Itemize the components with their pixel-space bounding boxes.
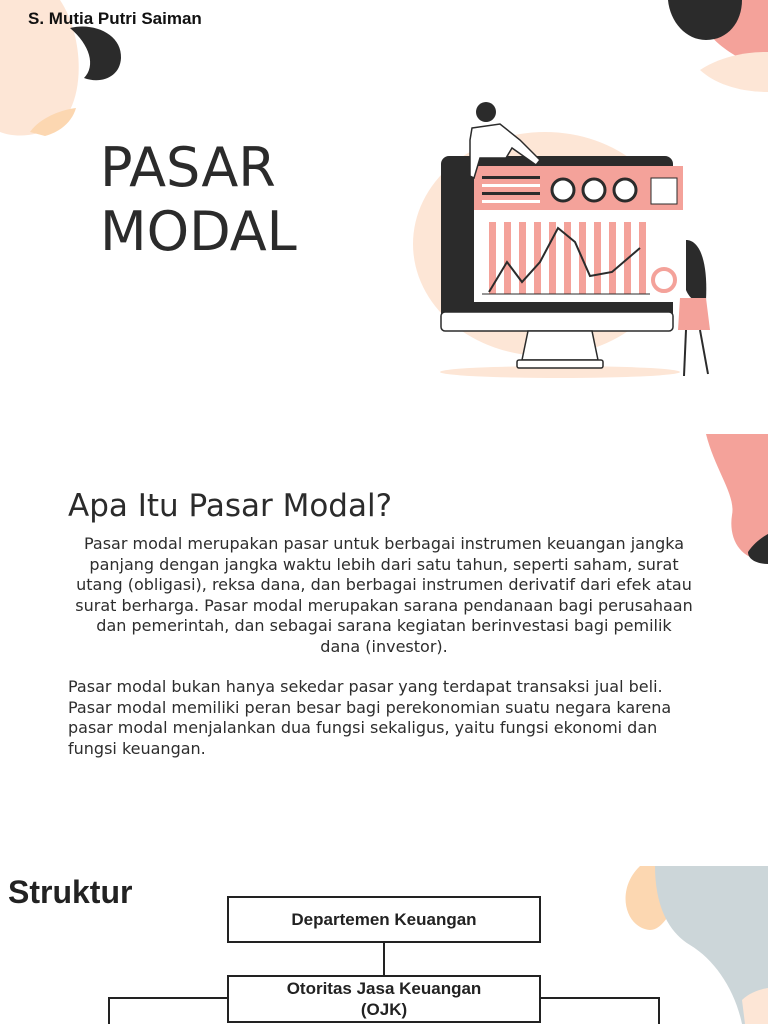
paragraph-definition: Pasar modal merupakan pasar untuk berbagai instrumen keuangan jangka panjang dengan jangka waktu lebih dari satu tahun, seperti saham, surat utang (obligasi), reksa dana, dan berbagai instrumen derivatif dari efek atau surat berharga. Pasar modal merupakan sarana pendanaan bagi perusahaan dan pemerintah, dan sebagai sarana kegiatan berinvestasi bagi pemilik dana (investor). [75,534,693,656]
org-box-label-line1: Otoritas Jasa Keuangan [286,979,482,998]
author-name: S. Mutia Putri Saiman [28,9,202,28]
title-line-1: PASAR [100,136,276,199]
monitor-illustration [413,102,710,378]
title-line-2: MODAL [100,200,297,263]
org-box-departemen-keuangan [227,896,541,943]
org-box-ojk [227,975,541,1023]
section-heading: Apa Itu Pasar Modal? [68,488,393,524]
org-box-label: Departemen Keuangan [291,909,477,929]
org-box-label-line2: (OJK) [360,1000,408,1019]
paragraph-role: Pasar modal bukan hanya sekedar pasar yang terdapat transaksi jual beli. Pasar modal memiliki peran besar bagi perekonomian suatu negara karena pasar modal menjalankan dua fungsi sekaligus, yaitu fungsi ekonomi dan fungsi keuangan. [68,677,672,758]
page-title [100,136,297,264]
structure-heading: Struktur [8,874,133,910]
peach-blob-top-right [700,52,768,92]
